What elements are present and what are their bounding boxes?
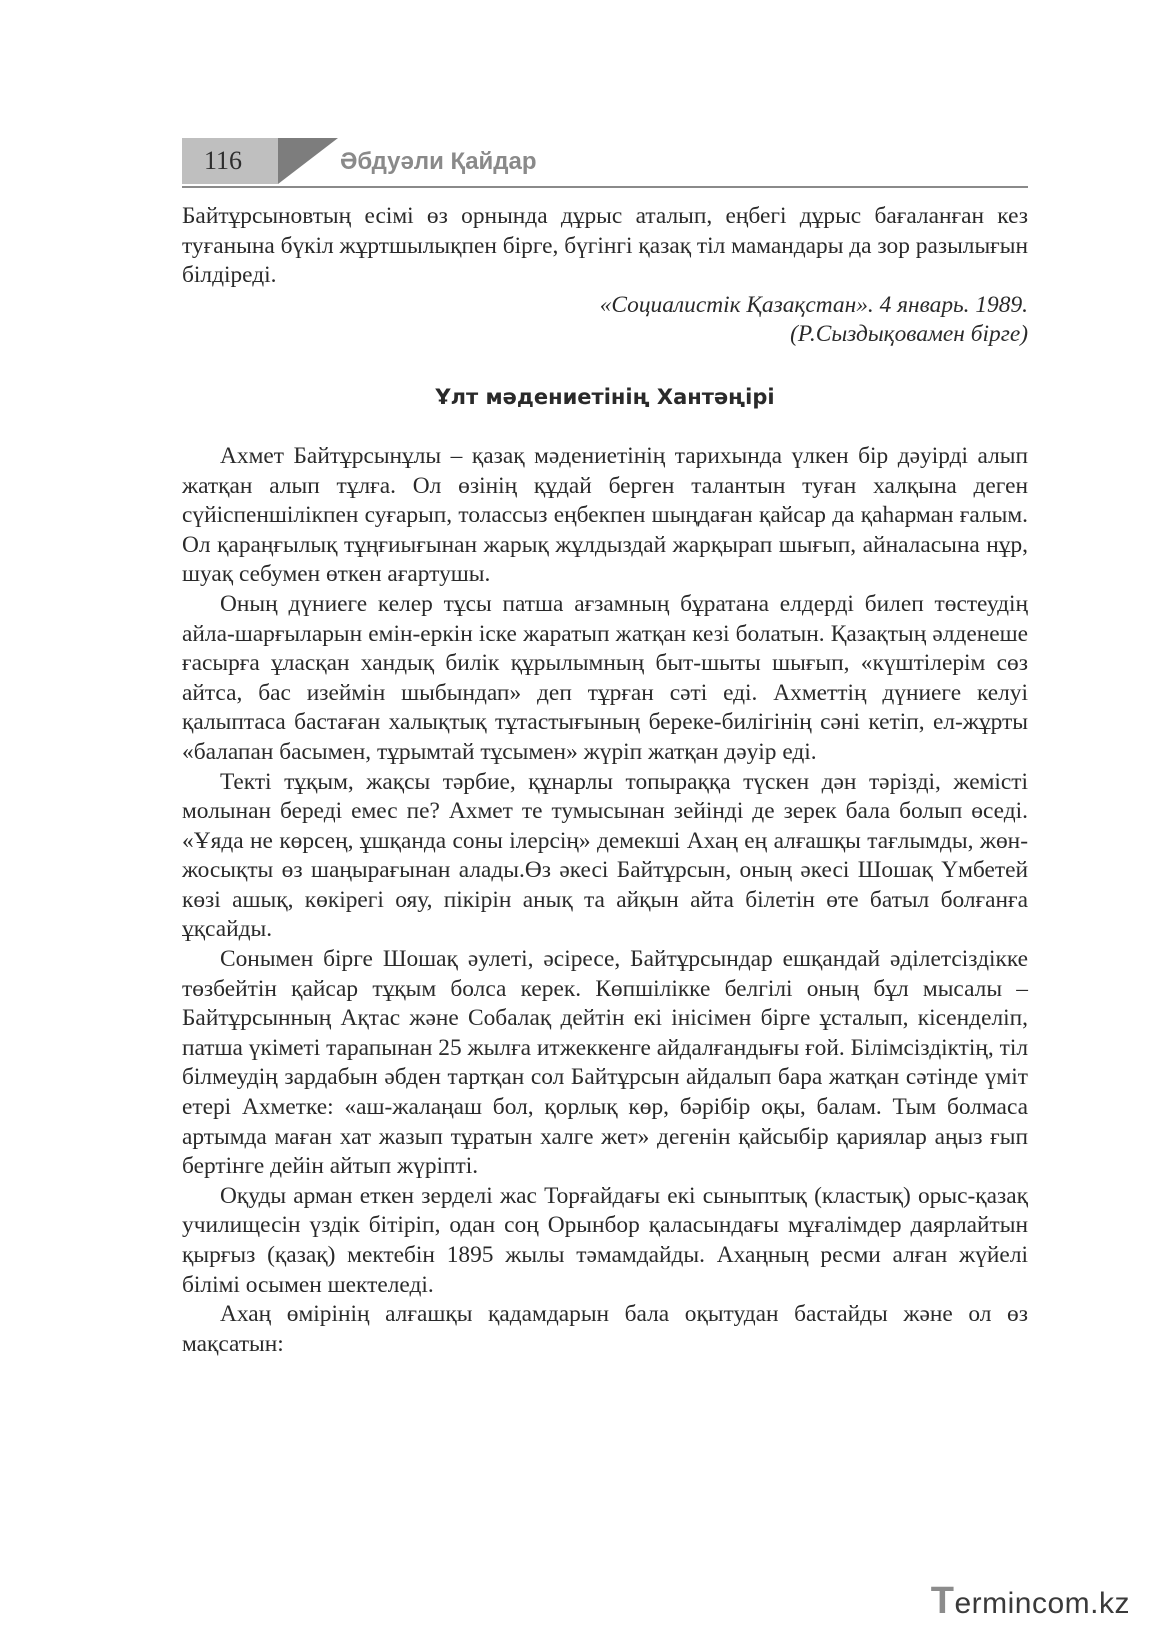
watermark-text: ermincom.kz [954,1587,1130,1620]
paragraph: Ахаң өмірінің алғашқы қадамдарын бала оқытудан бастайды және ол өз мақсатын: [182,1301,1028,1357]
intro-paragraph: Байтұрсыновтың есімі өз орнында дұрыс аталып, еңбегі дұрыс бағаланған кез туғанына бүкіл жұртшылықпен бірге, бүгінгі қазақ тіл мамандары да зор разылығын білдіреді. [182,203,1029,289]
paragraph: Ахмет Байтұрсынұлы – қазақ мәдениетінің тарихында үлкен бір дәуірді алып жатқан алып тұлға. Ол өзінің құдай берген талантын туған халқына деген сүйіспеншілікпен суғарып, толассыз еңбекпен шыңдаған қайсар да қаһарман ғалым. Ол қараңғылық тұңғиығынан жарық жұлдыздай жарқырап шығып, айналасына нұр, шуақ себумен өткен ағартушы. [182,442,1028,588]
source-citation-line1: «Социалистік Қазақстан». 4 январь. 1989. [599,291,1028,318]
source-citation-line2: (Р.Сыздықовамен бірге) [790,321,1028,348]
page-number-tab [182,138,278,184]
article-title: Ұлт мәдениетінің Хантәңірі [435,384,775,409]
page-number: 116 [204,146,243,175]
paragraph: Оқуды арман еткен зерделі жас Торғайдағы екі сыныптық (кластық) орыс-қазақ училищесін үздік бітіріп, одан соң Орынбор қаласындағы мұғалімдер даярлайтын қырғыз (қазақ) мектебін 1895 жылы тәмамдайды. Ахаңның ресми алған жүйелі білімі осымен шектеледі. [182,1182,1028,1298]
watermark-initial: T [930,1580,955,1622]
watermark-logo [931,1580,1130,1623]
paragraph: Текті тұқым, жақсы тәрбие, құнарлы топыраққа түскен дән тәрізді, жемісті молынан береді емес пе? Ахмет те тумысынан зейінді де зерек бала болып өседі. «Ұяда не көрсең, ұшқанда соны ілерсің» демекші Ахаң ең алғашқы тағлымды, жөн-жосықты өз шаңырағынан алады.Өз әкесі Байтұрсын, оның әкесі Шошақ Үмбетей көзі ашық, көкірегі ояу, пікірін анық та айқын айта білетін өте батыл болғанға ұқсайды. [182,768,1028,943]
paragraph: Сонымен бірге Шошақ әулеті, әсіресе, Байтұрсындар ешқандай әділетсіздікке төзбейтін қайсар тұқым болса керек. Көпшілікке белгілі оның бұл мысалы – Байтұрсынның Ақтас және Собалақ дейтін екі інісімен бірге ұсталып, кісенделіп, патша үкіметі тарапынан 25 жылға итжеккенге айдалғандығы ғой. Білімсіздіктің, тіл білмеудің зардабын әбден тартқан сол Байтұрсын айдалып бара жатқан сәтінде үміт етері Ахметке: «аш-жалаңаш бол, қорлық көр, бәрібір оқы, балам. Тым болмаса артымда маған хат жазып тұратын халге жет» дегенін қайсыбір қариялар аңыз ғып бертінге дейін айтып жүріпті. [182,946,1028,1180]
running-head-author: Әбдуәли Қайдар [340,148,537,175]
paragraph: Оның дүниеге келер тұсы патша ағзамның бұратана елдерді билеп төстеудің айла-шарғыларын емін-еркін іске жаратып жатқан кезі болатын. Қазақтың әлденеше ғасырға ұласқан хандық билік құрылымның быт-шыты шығып, «күштілерім сөз айтса, бас изеймін шыбындап» деп тұрған сәті еді. Ахметтің дүниеге келуі қалыптаса бастаған халықтық тұтастығының береке-билігінің сәні кетіп, ел-жұрты «балапан басымен, тұрымтай тұсымен» жүріп жатқан дәуір еді. [182,590,1028,765]
page-body [182,202,1028,1359]
page-header [182,138,1028,188]
header-arrow-decoration [278,138,338,184]
